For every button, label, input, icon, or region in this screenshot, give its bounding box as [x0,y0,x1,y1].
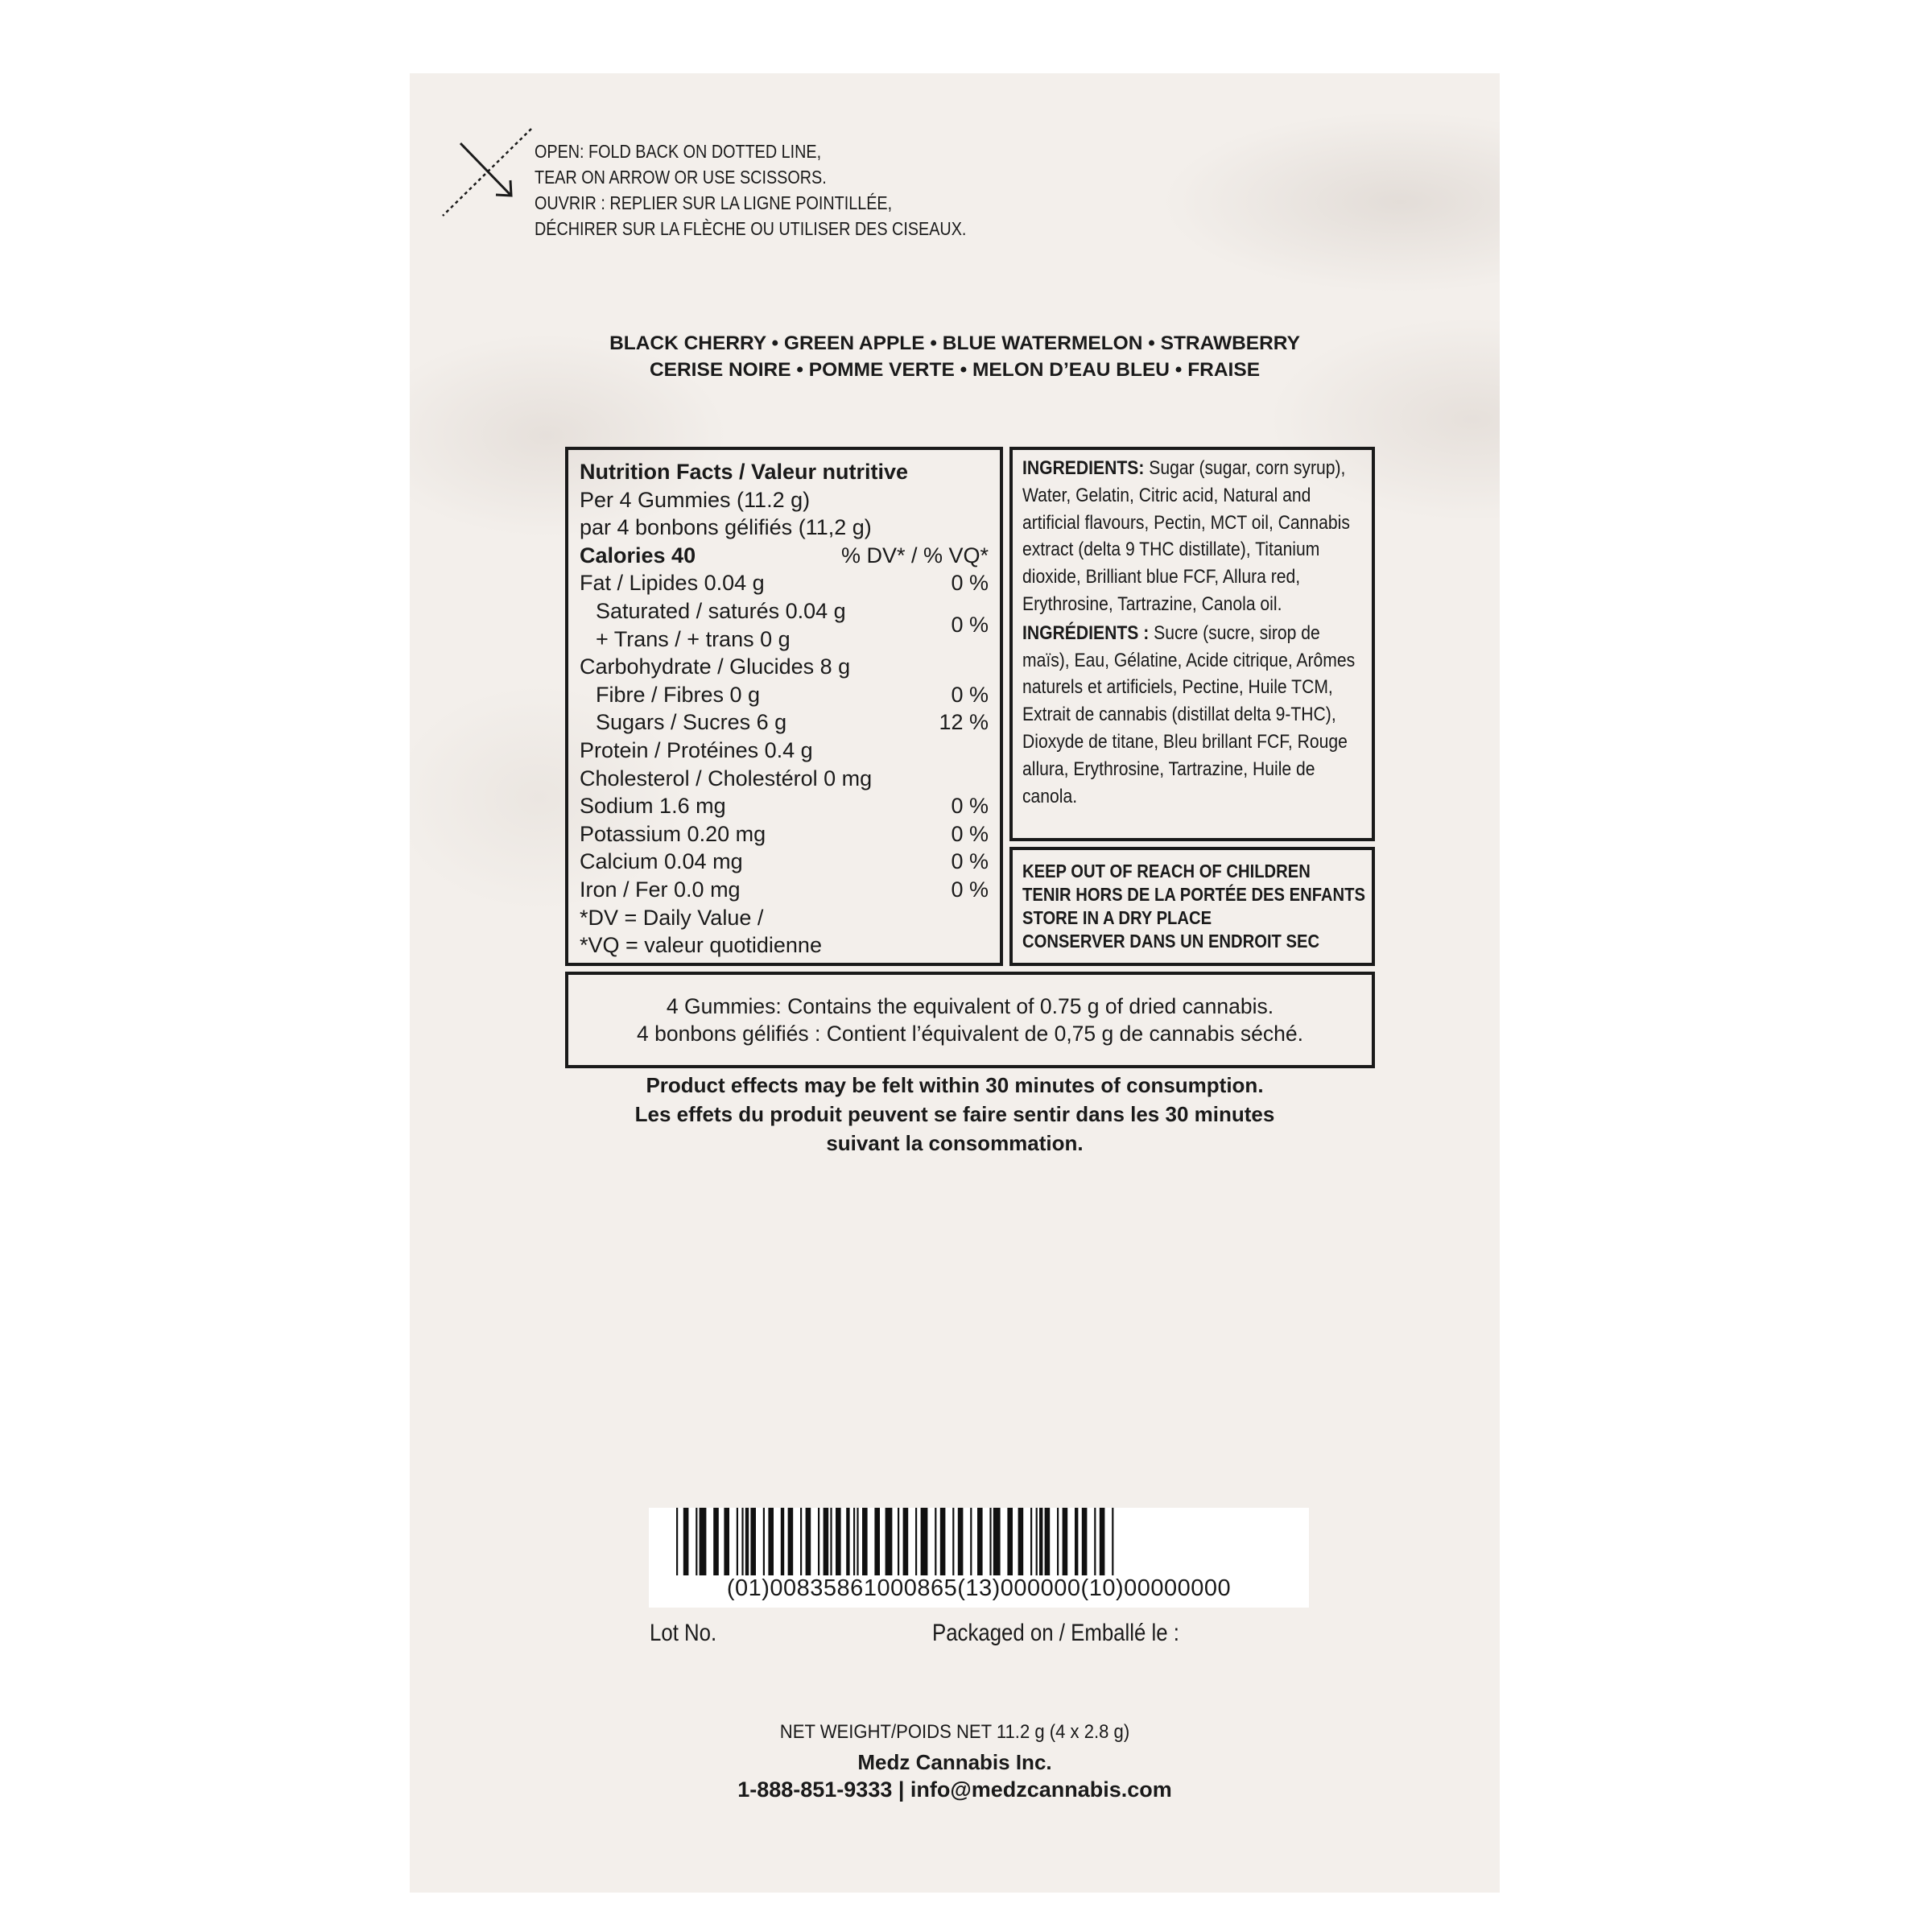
barcode-bar [818,1508,819,1575]
calcium-dv: 0 % [951,849,989,874]
barcode [673,1508,1285,1575]
barcode-bar [713,1508,719,1575]
carbohydrate-row [580,653,989,681]
calcium-label: Calcium 0.04 mg [580,849,743,874]
ingredients-en [1022,455,1369,618]
barcode-bar [977,1508,983,1575]
barcode-bar [676,1508,678,1575]
open-line-2: TEAR ON ARROW OR USE SCISSORS. [535,167,827,188]
effects-fr-2: suivant la consommation. [826,1131,1084,1155]
barcode-number: (01)00835861000865(13)000000(10)00000000 [726,1575,1232,1601]
ingredients-fr-label: INGRÉDIENTS : [1022,621,1150,644]
barcode-bar [1112,1508,1113,1575]
fibre-dv: 0 % [951,682,989,707]
barcode-bar [781,1508,784,1575]
barcode-bar [806,1508,811,1575]
barcode-bar [1094,1508,1096,1575]
barcode-bar [768,1508,774,1575]
warning-1: KEEP OUT OF REACH OF CHILDREN [1022,861,1311,881]
equivalency-box [565,972,1375,1068]
saturated-trans-dv: 0 % [951,613,989,638]
barcode-bar [958,1508,964,1575]
equivalency-fr: 4 bonbons gélifiés : Contient l’équivalent de 0,75 g de cannabis séché. [637,1022,1303,1046]
barcode-bar [1018,1508,1024,1575]
barcode-bar [1036,1508,1038,1575]
flavours-en: BLACK CHERRY • GREEN APPLE • BLUE WATERMELON • STRAWBERRY [609,332,1300,354]
barcode-bar [763,1508,765,1575]
open-line-4: DÉCHIRER SUR LA FLÈCHE OU UTILISER DES CISEAUX. [535,218,967,239]
warning-4: CONSERVER DANS UN ENDROIT SEC [1022,931,1320,952]
net-weight: NET WEIGHT/POIDS NET 11.2 g (4 x 2.8 g) [779,1721,1130,1743]
fat-row [580,569,989,597]
sugars-dv: 12 % [939,710,989,735]
effects-fr-1: Les effets du produit peuvent se faire sentir dans les 30 minutes [634,1102,1275,1126]
barcode-bar [696,1508,697,1575]
equivalency-en: 4 Gummies: Contains the equivalent of 0.75 g of dried cannabis. [666,994,1274,1018]
company-name: Medz Cannabis Inc. [857,1750,1052,1774]
ingredients-en-text: Sugar (sugar, corn syrup), Water, Gelatin, Citric acid, Natural and artificial flavours, Pectin, MCT oil, Cannabis extract (delta 9 THC distillate), Titanium dioxide, Brilliant blue FCF, Allura red, Erythrosine, Tartrazine, Canola oil. [1022,457,1350,615]
barcode-bar [683,1508,689,1575]
barcode-bar [853,1508,855,1575]
effects-notice [410,1071,1500,1158]
cholesterol-row [580,765,989,793]
lot-number-label: Lot No. [650,1620,717,1646]
barcode-bar [1030,1508,1032,1575]
saturated-trans-row [580,597,989,653]
warnings-box [1009,847,1375,966]
barcode-bar [989,1508,991,1575]
calories-value: Calories 40 [580,543,696,568]
packaged-on-label: Packaged on / Emballé le : [932,1620,1179,1646]
barcode-bar [750,1508,756,1575]
barcode-bar [741,1508,743,1575]
ingredients-fr-text: Sucre (sucre, sirop de maïs), Eau, Gélatine, Acide citrique, Arômes naturels et artificiels, Pectine, Huile TCM, Extrait de cannabis (distillat delta 9-THC), Dioxyde de titane, Bleu brillant FCF, Rouge allura, Erythrosine, Tartrazine, Huile de canola. [1022,621,1356,807]
barcode-bar [836,1508,841,1575]
trans-label: + Trans / + trans 0 g [596,626,791,651]
barcode-bar [737,1508,738,1575]
barcode-bar [935,1508,936,1575]
fat-dv: 0 % [951,571,989,596]
barcode-bar [724,1508,729,1575]
barcode-bar [1045,1508,1051,1575]
barcode-bar [1057,1508,1059,1575]
sodium-label: Sodium 1.6 mg [580,794,726,819]
serving-size-en: Per 4 Gummies (11.2 g) [580,487,811,512]
open-line-3: OUVRIR : REPLIER SUR LA LIGNE POINTILLÉE, [535,192,893,213]
barcode-bar [1075,1508,1078,1575]
footnote-dv: *DV = Daily Value / [580,905,764,930]
protein-row [580,737,989,765]
nutrition-title: Nutrition Facts / Valeur nutritive [580,460,909,484]
barcode-bar [898,1508,899,1575]
fibre-label: Fibre / Fibres 0 g [596,682,761,707]
barcode-bar [970,1508,972,1575]
barcode-bar [915,1508,917,1575]
tear-arrow-icon [435,121,539,225]
saturated-label: Saturated / saturés 0.04 g [596,598,846,623]
barcode-bar [857,1508,858,1575]
flavour-list [410,330,1500,383]
sodium-row [580,792,989,820]
barcode-bar [940,1508,946,1575]
barcode-bar [788,1508,794,1575]
fibre-row [580,681,989,709]
iron-label: Iron / Fer 0.0 mg [580,877,741,902]
warning-2: TENIR HORS DE LA PORTÉE DES ENFANTS [1022,884,1365,905]
fat-label: Fat / Lipides 0.04 g [580,571,765,596]
barcode-bar [1082,1508,1088,1575]
calories-row [580,542,989,570]
barcode-bar [846,1508,849,1575]
sugars-row [580,708,989,737]
barcode-bar [921,1508,928,1575]
barcode-bar [886,1508,893,1575]
ingredients-en-label: INGREDIENTS: [1022,457,1145,479]
effects-en: Product effects may be felt within 30 minutes of consumption. [646,1073,1264,1097]
nutrition-facts-table [565,447,1003,966]
warning-3: STORE IN A DRY PLACE [1022,907,1212,928]
potassium-label: Potassium 0.20 mg [580,821,766,846]
protein-label: Protein / Protéines 0.4 g [580,737,813,762]
barcode-bar [745,1508,749,1575]
contact-info: 1-888-851-9333 | info@medzcannabis.com [737,1777,1172,1802]
barcode-bar [1100,1508,1105,1575]
barcode-bar [700,1508,707,1575]
iron-row [580,876,989,904]
barcode-bar [824,1508,829,1575]
cholesterol-label: Cholesterol / Cholestérol 0 mg [580,766,873,791]
barcode-bar [830,1508,832,1575]
ingredients-fr [1022,620,1369,811]
barcode-bar [1039,1508,1042,1575]
potassium-row [580,820,989,848]
sugars-label: Sugars / Sucres 6 g [596,710,787,735]
barcode-bar [1007,1508,1013,1575]
iron-dv: 0 % [951,877,989,902]
barcode-bar [952,1508,954,1575]
barcode-bar [800,1508,802,1575]
carbohydrate-label: Carbohydrate / Glucides 8 g [580,654,851,679]
footnote-vq: *VQ = valeur quotidienne [580,933,822,958]
barcode-bar [1063,1508,1068,1575]
barcode-bar [874,1508,880,1575]
calcium-row [580,848,989,876]
potassium-dv: 0 % [951,821,989,846]
barcode-bar [862,1508,868,1575]
open-instructions [535,138,966,242]
sodium-dv: 0 % [951,794,989,819]
barcode-bar [993,1508,1001,1575]
ingredients-box [1009,447,1375,841]
dv-header: % DV* / % VQ* [840,543,989,568]
barcode-bar [903,1508,909,1575]
flavours-fr: CERISE NOIRE • POMME VERTE • MELON D’EAU BLEU • FRAISE [649,359,1261,381]
open-line-1: OPEN: FOLD BACK ON DOTTED LINE, [535,141,822,162]
serving-size-fr: par 4 bonbons gélifiés (11,2 g) [580,515,872,540]
